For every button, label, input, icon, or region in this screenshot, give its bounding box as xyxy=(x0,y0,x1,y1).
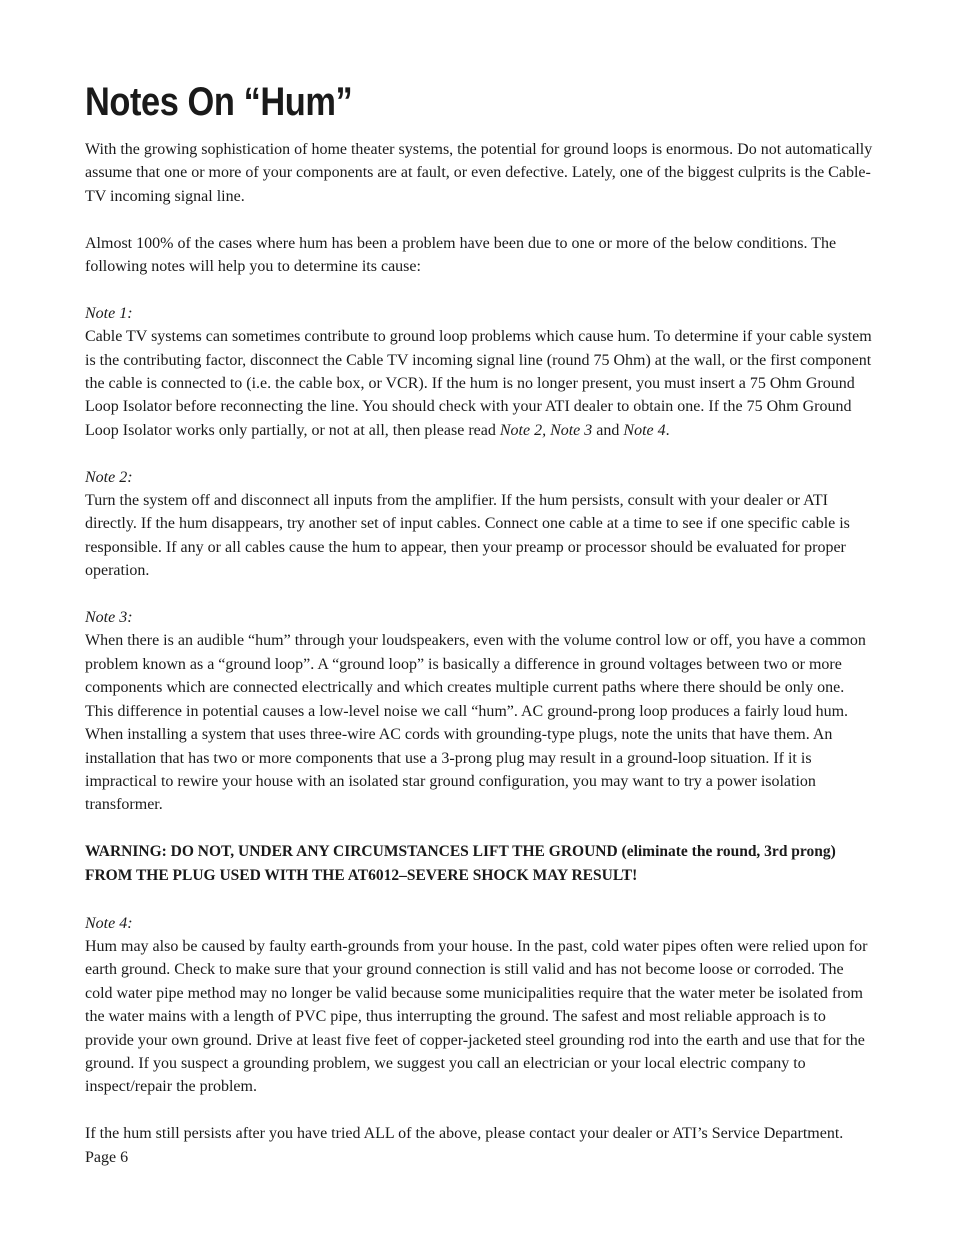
spacer xyxy=(85,1099,875,1122)
note-1-joiner: and xyxy=(592,421,624,439)
note-2-body: Turn the system off and disconnect all inputs from the amplifier. If the hum persists, consult with your dealer or ATI directly. If the hum disappears, try another set of input cables. Connect one cable at a time to see if one specific cable is responsible. If any or all cables cause the hum to appear, then your preamp or processor should be evaluated for proper operation. xyxy=(85,492,850,580)
spacer xyxy=(85,208,875,231)
page-number: Page 6 xyxy=(85,1149,129,1166)
note-4-body: Hum may also be caused by faulty earth-grounds from your house. In the past, cold water pipes often were relied upon for earth ground. Check to make sure that your ground connection is still valid and has not become loose or corroded. The cold water pipe method may no longer be valid because some municipalities require that the water meter be isolated from the water mains with a length of PVC pipe, thus interrupting the ground. The safest and most reliable approach is to provide your own ground. Drive at least five feet of copper-jacketed steel grounding rod into the earth and use that for the ground. If you suspect a grounding problem, we suggest you call an electrician or your local electric company to inspect/repair the problem. xyxy=(85,937,868,1096)
note-1-ref-b: Note 4 xyxy=(623,421,666,439)
document-page xyxy=(85,78,875,1146)
spacer xyxy=(85,278,875,301)
closing-paragraph: If the hum still persists after you have tried ALL of the above, please contact your dealer or ATI’s Service Department. xyxy=(85,1125,844,1143)
page-title: Notes On “Hum” xyxy=(85,80,353,124)
intro-paragraph-2: Almost 100% of the cases where hum has been a problem have been due to one or more of the below conditions. The following notes will help you to determine its cause: xyxy=(85,234,837,276)
note-1-body xyxy=(85,325,875,442)
note-1-text: Cable TV systems can sometimes contribute to ground loop problems which cause hum. To determine if your cable system is the contributing factor, disconnect the Cable TV incoming signal line (round 75 Ohm) at the wall, or the first component the cable is connected to (i.e. the cable box, or VCR). If the hum is no longer present, you must insert a 75 Ohm Ground Loop Isolator before reconnecting the line. You should check with your ATI dealer to obtain one. If the 75 Ohm Ground Loop Isolator works only partially, or not at all, then please read xyxy=(85,328,872,439)
spacer xyxy=(85,442,875,465)
note-4-label: Note 4: xyxy=(85,914,133,932)
note-2-label: Note 2: xyxy=(85,468,133,486)
spacer xyxy=(85,817,875,840)
note-3-label: Note 3: xyxy=(85,609,133,627)
note-3-body: When there is an audible “hum” through your loudspeakers, even with the volume control low or off, you have a common problem known as a “ground loop”. A “ground loop” is basically a difference in ground voltages between two or more components which are connected electrically and which creates multiple current paths where there should be only one. This difference in potential causes a low-level noise we call “hum”. AC ground-prong loop produces a fairly loud hum. When installing a system that uses three-wire AC cords with grounding-type plugs, note the units that have them. An installation that has two or more components that use a 3-prong plug may result in a ground-loop situation. If it is impractical to rewire your house with an isolated star ground configuration, you may want to try a power isolation transformer. xyxy=(85,632,866,814)
spacer xyxy=(85,888,875,911)
warning-text: WARNING: DO NOT, UNDER ANY CIRCUMSTANCES LIFT THE GROUND (eliminate the round, 3rd prong) FROM THE PLUG USED WITH THE AT6012–SEVERE SHOCK MAY RESULT! xyxy=(85,843,836,885)
note-1-label: Note 1: xyxy=(85,304,133,322)
intro-paragraph-1: With the growing sophistication of home theater systems, the potential for ground loops is enormous. Do not automatically assume that one or more of your components are at fault, or even defective. Lately, one of the biggest culprits is the Cable-TV incoming signal line. xyxy=(85,141,873,205)
note-1-ref-a: Note 2, Note 3 xyxy=(499,421,593,439)
spacer xyxy=(85,583,875,606)
note-1-end: . xyxy=(665,421,670,439)
